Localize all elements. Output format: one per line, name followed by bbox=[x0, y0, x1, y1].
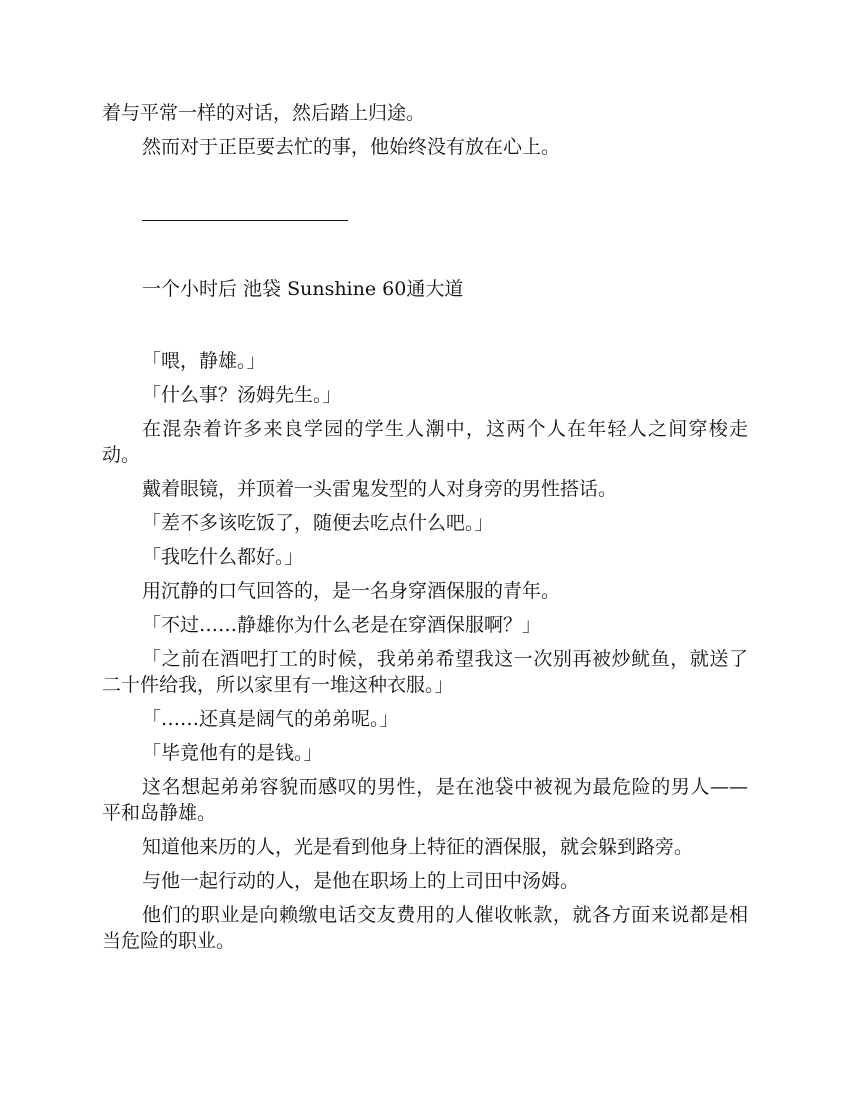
scene-separator bbox=[102, 206, 748, 232]
paragraph: 「毕竟他有的是钱。」 bbox=[142, 742, 323, 764]
paragraph: 「不过……静雄你为什么老是在穿酒保服啊？」 bbox=[142, 614, 542, 636]
paragraph: 然而对于正臣要去忙的事，他始终没有放在心上。 bbox=[142, 136, 561, 158]
body-text bbox=[102, 100, 748, 962]
separator-line bbox=[142, 220, 348, 221]
paragraph: 「什么事？汤姆先生。」 bbox=[142, 384, 342, 406]
paragraph: 与他一起行动的人，是他在职场上的上司田中汤姆。 bbox=[142, 870, 580, 892]
paragraph: 知道他来历的人，光是看到他身上特征的酒保服，就会躲到路旁。 bbox=[142, 836, 694, 858]
paragraph: 「之前在酒吧打工的时候，我弟弟希望我这一次别再被炒鱿鱼，就送了二十件给我，所以家里有一堆这种衣服。」 bbox=[102, 648, 748, 696]
paragraph: 这名想起弟弟容貌而感叹的男性，是在池袋中被视为最危险的男人——平和岛静雄。 bbox=[102, 776, 748, 824]
paragraph: 「……还真是阔气的弟弟呢。」 bbox=[142, 708, 399, 730]
paragraph-continuation: 着与平常一样的对话，然后踏上归途。 bbox=[102, 102, 426, 124]
scene-heading: 一个小时后 池袋 Sunshine 60通大道 bbox=[142, 278, 464, 300]
paragraph: 他们的职业是向赖缴电话交友费用的人催收帐款，就各方面来说都是相当危险的职业。 bbox=[102, 904, 748, 952]
paragraph: 在混杂着许多来良学园的学生人潮中，这两个人在年轻人之间穿梭走动。 bbox=[102, 418, 748, 466]
spacer bbox=[102, 302, 748, 348]
paragraph: 「喂，静雄。」 bbox=[142, 350, 266, 372]
paragraph: 「差不多该吃饭了，随便去吃点什么吧。」 bbox=[142, 512, 494, 534]
paragraph: 用沉静的口气回答的，是一名身穿酒保服的青年。 bbox=[142, 580, 561, 602]
paragraph: 戴着眼镜，并顶着一头雷鬼发型的人对身旁的男性搭话。 bbox=[142, 478, 618, 500]
paragraph: 「我吃什么都好。」 bbox=[142, 546, 304, 568]
